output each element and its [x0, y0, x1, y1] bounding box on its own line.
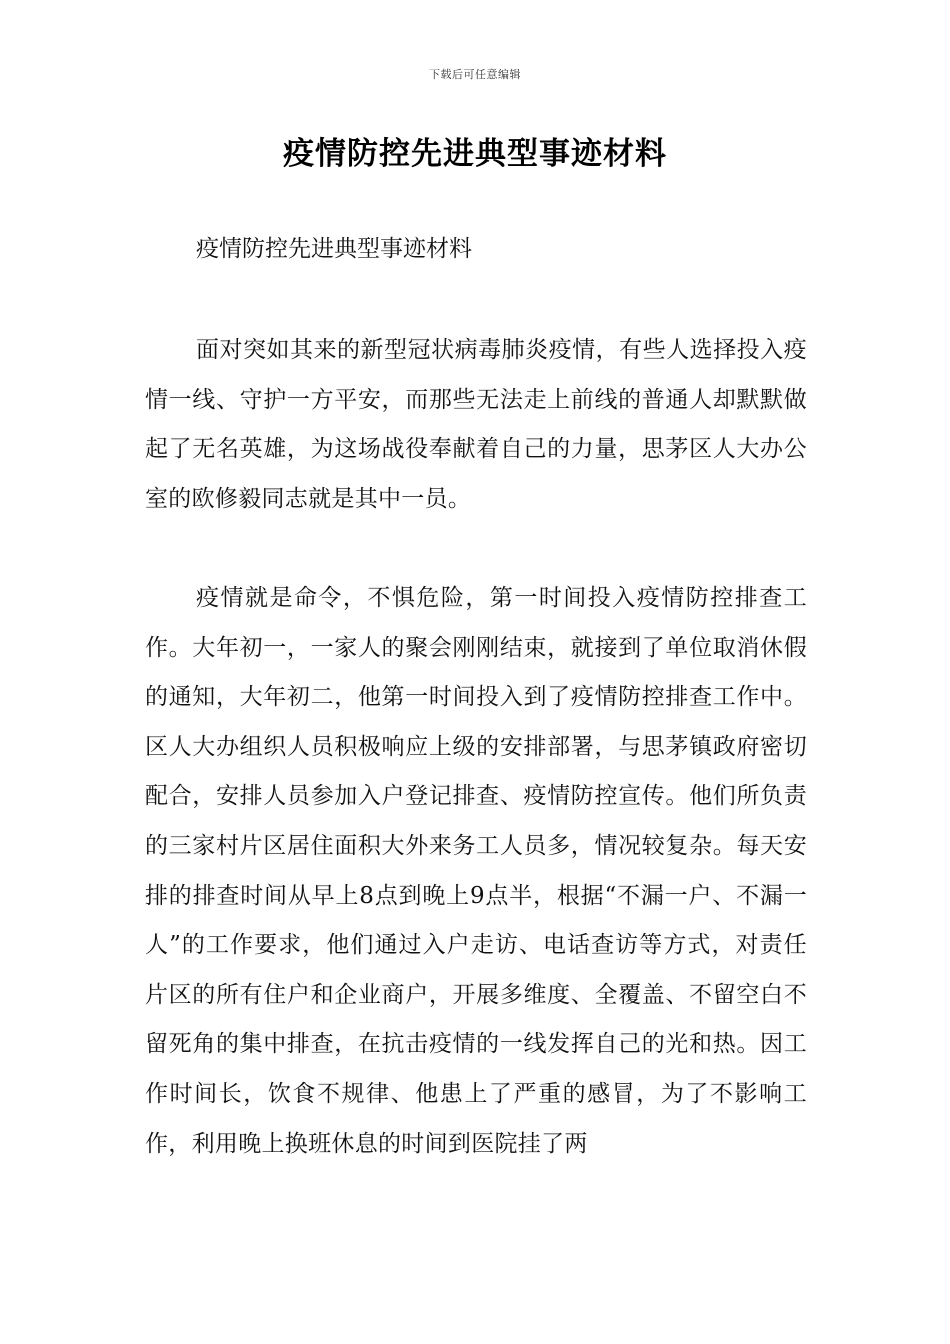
body-paragraph-1: 面对突如其来的新型冠状病毒肺炎疫情，有些人选择投入疫情一线、守护一方平安，而那些无法走上前线的普通人却默默做起了无名英雄，为这场战役奉献着自己的力量，思茅区人大办公室的欧修毅同志就是其中一员。 [145, 337, 807, 512]
body-paragraph-2: 疫情就是命令，不惧危险，第一时间投入疫情防控排查工作。大年初一，一家人的聚会刚刚结束，就接到了单位取消休假的通知，大年初二，他第一时间投入到了疫情防控排查工作中。区人大办组织人员积极响应上级的安排部署，与思茅镇政府密切配合，安排人员参加入户登记排查、疫情防控宣传。他们所负责的三家村片区居住面积大外来务工人员多，情况较复杂。每天安排的排查时间从早上8点到晚上9点半，根据“不漏一户、不漏一人”的工作要求，他们通过入户走访、电话查访等方式，对责任片区的所有住户和企业商户，开展多维度、全覆盖、不留空白不留死角的集中排查，在抗击疫情的一线发挥自己的光和热。因工作时间长，饮食不规律、他患上了严重的感冒，为了不影响工作，利用晚上换班休息的时间到医院挂了两 [145, 585, 807, 1157]
document-title: 疫情防控先进典型事迹材料 [283, 136, 667, 172]
document-subtitle: 疫情防控先进典型事迹材料 [196, 236, 472, 262]
header-note: 下载后可任意编辑 [429, 68, 521, 81]
